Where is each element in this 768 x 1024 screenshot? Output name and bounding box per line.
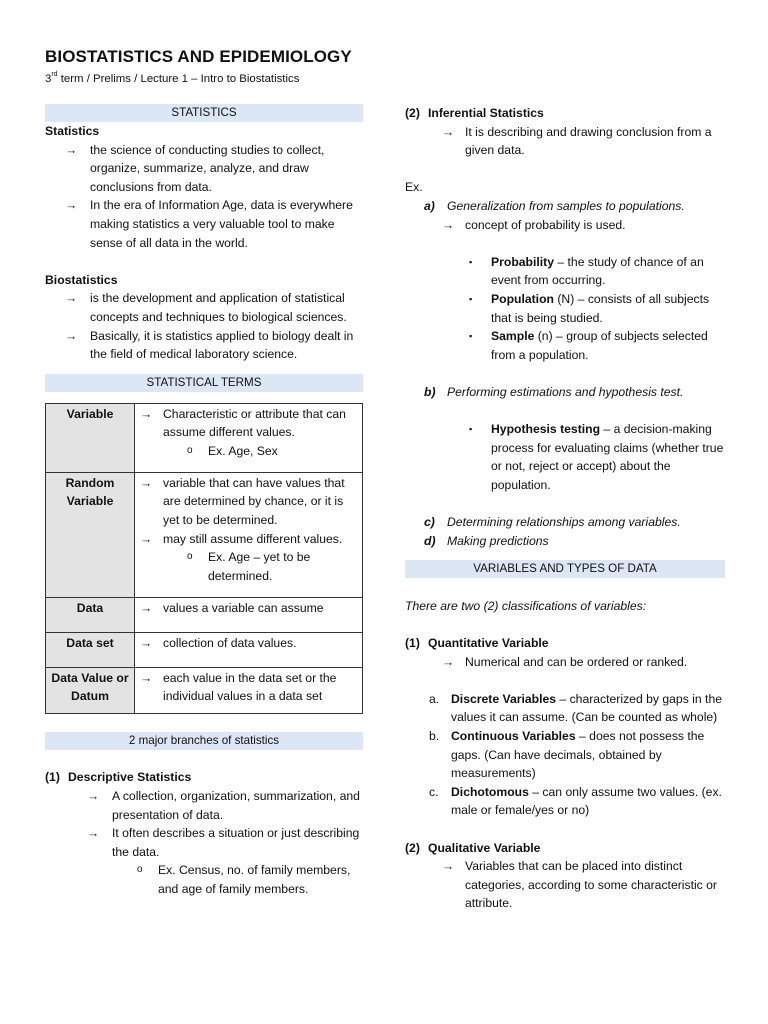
qualitative-variable-heading: (2) Qualitative Variable bbox=[405, 840, 541, 855]
table-row bbox=[46, 632, 363, 667]
example-a: a) Generalization from samples to populations. bbox=[424, 198, 685, 213]
table-row bbox=[46, 667, 363, 713]
sample-bullet: ▪ Sample (n) – group of subjects selected from a population. bbox=[469, 329, 708, 362]
biostatistics-point: → Basically, it is statistics applied to biology dealt in the field of medical laboratory science. bbox=[65, 328, 354, 362]
arrow-icon: → bbox=[65, 142, 78, 157]
square-bullet-icon: ▪ bbox=[469, 293, 473, 304]
inferential-point: → It is describing and drawing conclusion from a given data. bbox=[442, 124, 712, 158]
right-column bbox=[405, 104, 725, 913]
arrow-icon: → bbox=[140, 475, 153, 490]
arrow-icon: → bbox=[87, 788, 100, 803]
table-row bbox=[46, 403, 363, 472]
population-bullet: ▪ Population (N) – consists of all subjects that is being studied. bbox=[469, 291, 710, 325]
statistics-heading: Statistics bbox=[45, 124, 100, 138]
arrow-icon: → bbox=[65, 291, 78, 306]
statistics-point: → the science of conducting studies to collect, organize, summarize, analyze, and draw conclusions from data. bbox=[65, 142, 325, 194]
descriptive-statistics-heading: (1) Descriptive Statistics bbox=[45, 770, 192, 785]
descriptive-point: → It often describes a situation or just describing the data. bbox=[87, 826, 360, 859]
definition-cell: → values a variable can assume bbox=[135, 597, 363, 632]
section-band-branches: 2 major branches of statistics bbox=[45, 732, 363, 750]
definition-cell: → collection of data values. bbox=[135, 632, 363, 667]
table-row bbox=[46, 472, 363, 597]
statistics-point: → In the era of Information Age, data is everywhere making statistics a very valuable tool to make sense of all data in the world. bbox=[65, 198, 353, 250]
arrow-icon: → bbox=[140, 406, 153, 421]
inferential-statistics-heading: (2) Inferential Statistics bbox=[405, 106, 544, 120]
quantitative-point: → Numerical and can be ordered or ranked. bbox=[405, 653, 725, 672]
probability-bullet: ▪ Probability – the study of chance of an event from occurring. bbox=[469, 254, 704, 288]
term-cell: Random Variable bbox=[46, 472, 135, 597]
arrow-icon: → bbox=[65, 328, 78, 343]
square-bullet-icon: ▪ bbox=[469, 256, 473, 267]
qualitative-point: → Variables that can be placed into distinct categories, according to some characteristic or attribute. bbox=[442, 859, 717, 911]
arrow-icon: → bbox=[442, 124, 455, 139]
arrow-icon: → bbox=[442, 217, 455, 232]
example-d: d) Making predictions bbox=[424, 533, 549, 548]
section-band-statistical-terms: STATISTICAL TERMS bbox=[45, 374, 363, 392]
descriptive-point: → A collection, organization, summarization, and presentation of data. bbox=[87, 788, 360, 822]
example-c: c) Determining relationships among variables. bbox=[424, 515, 681, 530]
arrow-icon: → bbox=[442, 654, 455, 669]
square-bullet-icon: ▪ bbox=[469, 331, 473, 342]
circle-bullet-icon: o bbox=[187, 551, 193, 563]
example-label: Ex. bbox=[405, 180, 423, 195]
arrow-icon: → bbox=[140, 531, 153, 546]
statistical-terms-table bbox=[45, 403, 363, 714]
continuous-variables-item: b. Continuous Variables – does not possess the gaps. (Can have decimals, obtained by measurements) bbox=[429, 729, 705, 781]
document-title: BIOSTATISTICS AND EPIDEMIOLOGY bbox=[45, 47, 352, 66]
dichotomous-item: c. Dichotomous – can only assume two values. (ex. male or female/yes or no) bbox=[429, 784, 722, 818]
definition-cell: → each value in the data set or the individual values in a data set bbox=[135, 667, 363, 713]
arrow-icon: → bbox=[65, 198, 78, 213]
discrete-variables-item: a. Discrete Variables – characterized by gaps in the values it can assume. (Can be counted as whole) bbox=[429, 691, 722, 725]
arrow-icon: → bbox=[140, 635, 153, 650]
document-subtitle: 3rd term / Prelims / Lecture 1 – Intro to Biostatistics bbox=[45, 71, 300, 85]
biostatistics-point: → is the development and application of statistical concepts and techniques to biological sciences. bbox=[65, 291, 347, 324]
section-band-statistics: STATISTICS bbox=[45, 104, 363, 122]
table-row bbox=[46, 597, 363, 632]
hypothesis-testing-bullet: ▪ Hypothesis testing – a decision-making process for evaluating claims (whether true or not, reject or accept) about the population. bbox=[469, 422, 724, 492]
circle-bullet-icon: o bbox=[187, 444, 193, 456]
section-band-variables: VARIABLES AND TYPES OF DATA bbox=[405, 560, 725, 578]
classification-intro: There are two (2) classifications of variables: bbox=[405, 598, 647, 613]
biostatistics-heading: Biostatistics bbox=[45, 272, 118, 287]
left-column bbox=[45, 104, 363, 898]
arrow-icon: → bbox=[140, 670, 153, 685]
definition-cell: → variable that can have values that are determined by chance, or it is yet to be determined. → may still assume different values. o Ex. Age – yet to be determined. bbox=[135, 472, 363, 597]
quantitative-variable-heading: (1) Quantitative Variable bbox=[405, 636, 549, 651]
term-cell: Data Value or Datum bbox=[46, 667, 135, 713]
definition-cell: → Characteristic or attribute that can assume different values. o Ex. Age, Sex bbox=[135, 403, 363, 472]
example-a-point: → concept of probability is used. bbox=[405, 216, 725, 235]
square-bullet-icon: ▪ bbox=[469, 424, 473, 435]
arrow-icon: → bbox=[87, 826, 100, 841]
example-b: b) Performing estimations and hypothesis test. bbox=[424, 384, 684, 399]
term-cell: Data set bbox=[46, 632, 135, 667]
arrow-icon: → bbox=[442, 859, 455, 874]
term-cell: Variable bbox=[46, 403, 135, 472]
term-cell: Data bbox=[46, 597, 135, 632]
circle-bullet-icon: o bbox=[137, 864, 143, 876]
arrow-icon: → bbox=[140, 600, 153, 615]
descriptive-example: o Ex. Census, no. of family members, and age of family members. bbox=[137, 863, 351, 896]
